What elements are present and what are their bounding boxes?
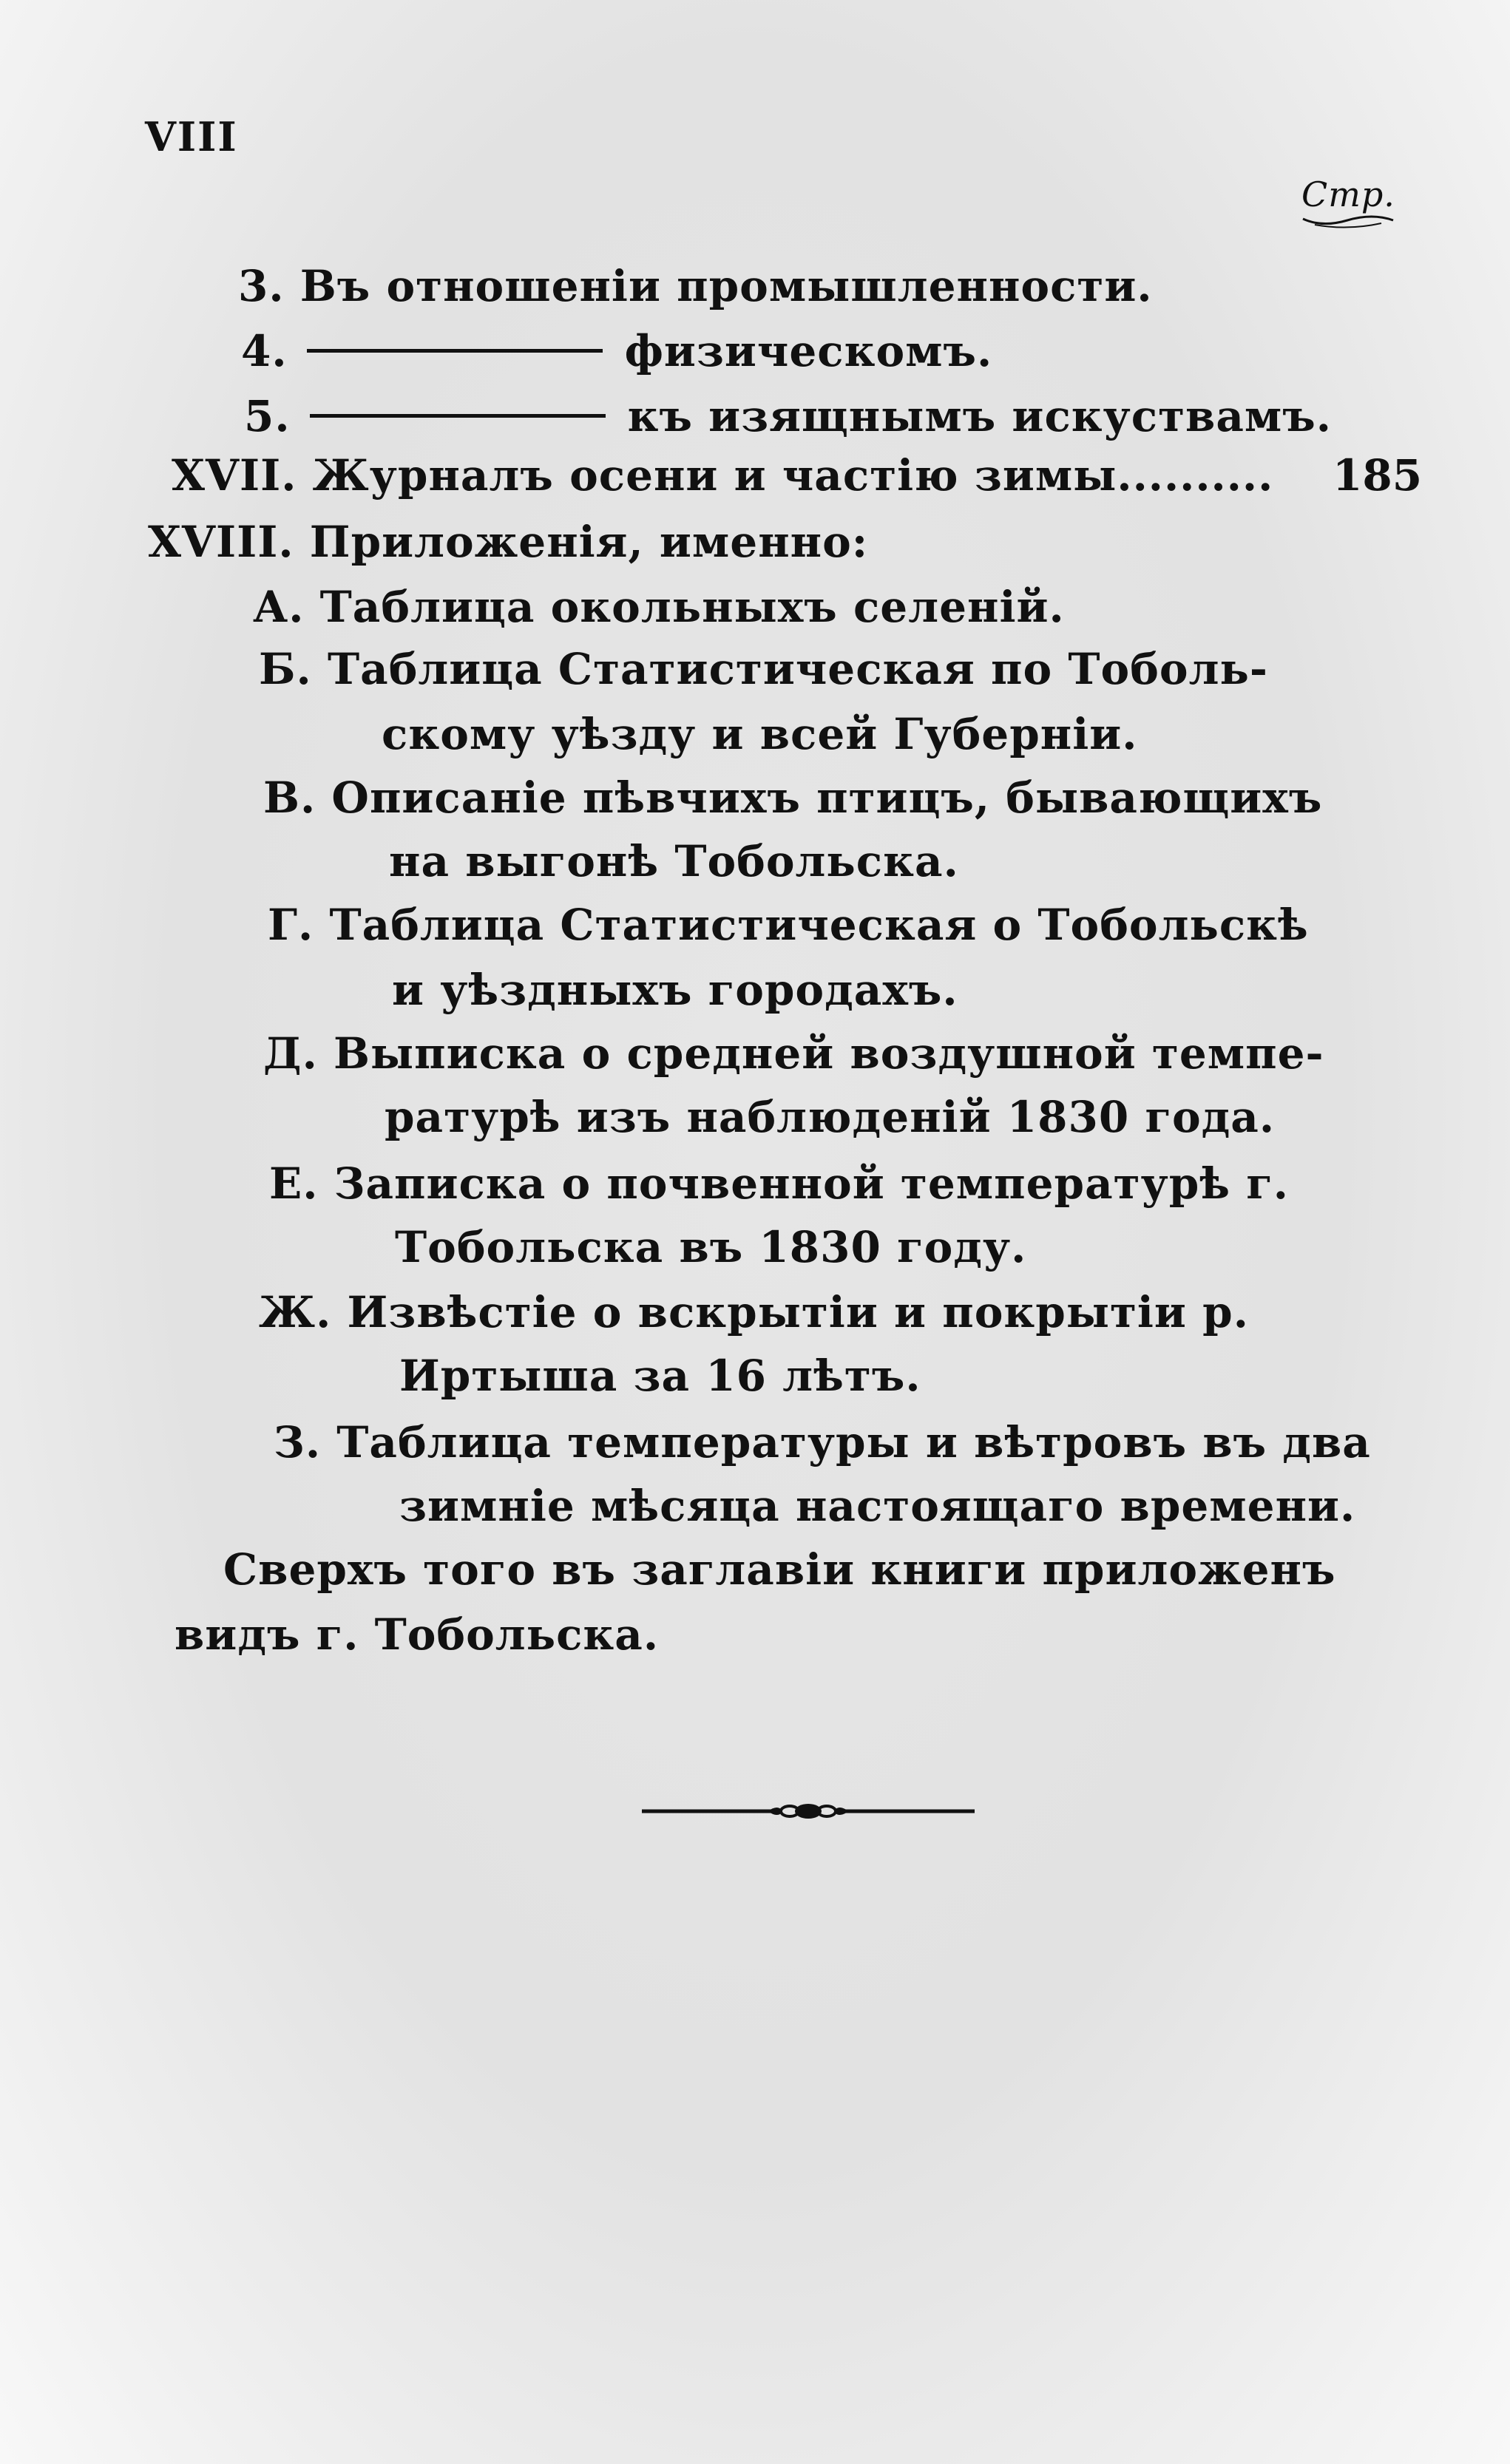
appendix-continuation: скому уѣзду и всей Губерніи.: [382, 709, 1138, 759]
ditto-rule: [310, 414, 606, 418]
toc-entry-text: къ изящнымъ искуствамъ.: [627, 391, 1332, 441]
toc-entry-number: XVII.: [172, 450, 297, 500]
appendix-item-e: [269, 1158, 1289, 1209]
appendix-item-a: [253, 581, 1065, 633]
appendix-item-zh: [259, 1286, 1249, 1338]
appendix-letter: Г.: [268, 900, 314, 950]
toc-entry-5: [244, 390, 1332, 442]
appendix-letter: З.: [274, 1417, 322, 1467]
appendix-continuation: ратурѣ изъ наблюденій 1830 года.: [385, 1092, 1276, 1142]
appendix-text: Таблица температуры и вѣтровъ въ два: [336, 1417, 1371, 1467]
page-column-header: Стр.: [1301, 174, 1395, 214]
page-folio: VIII: [145, 113, 238, 160]
toc-entry-number: 5.: [244, 391, 291, 441]
appendix-letter: Б.: [259, 644, 312, 694]
appendix-text: Таблица Статистическая о Тобольскѣ: [329, 900, 1309, 950]
appendix-item-z: [274, 1416, 1371, 1468]
appendix-letter: В.: [263, 773, 316, 823]
toc-entry-text: физическомъ.: [624, 326, 993, 376]
closing-note-line2: видъ г. Тобольска.: [175, 1609, 660, 1660]
closing-note-line1: Сверхъ того въ заглавіи книги приложенъ: [223, 1544, 1336, 1595]
appendix-text: Выписка о средней воздушной темпе-: [333, 1028, 1324, 1079]
toc-entry-3: [238, 260, 1153, 312]
appendix-text: Таблица окольныхъ селеній.: [319, 582, 1065, 632]
appendix-text: Извѣстіе о вскрытіи и покрытіи р.: [347, 1287, 1249, 1337]
appendix-item-v: [263, 772, 1322, 824]
appendix-continuation: и уѣздныхъ городахъ.: [392, 965, 958, 1015]
appendix-text: Записка о почвенной температурѣ г.: [334, 1158, 1289, 1209]
appendix-text: Описаніе пѣвчихъ птицъ, бывающихъ: [331, 773, 1323, 823]
ditto-rule: [307, 349, 603, 353]
toc-entry-number: 3.: [238, 261, 285, 311]
appendix-letter: Д.: [263, 1028, 318, 1079]
appendix-letter: Е.: [269, 1158, 319, 1209]
underline-flourish-icon: [1300, 213, 1396, 231]
toc-entry-number: 4.: [241, 326, 288, 376]
appendix-continuation: Иртыша за 16 лѣтъ.: [399, 1351, 921, 1401]
toc-page-number: 185: [1333, 450, 1423, 500]
appendix-continuation: зимніе мѣсяца настоящаго времени.: [399, 1481, 1356, 1531]
appendix-text: Таблица Статистическая по Тоболь-: [327, 644, 1268, 694]
toc-entry-text: Въ отношеніи промышленности.: [299, 261, 1153, 311]
toc-entry-text: Приложенія, именно:: [309, 517, 869, 567]
appendix-continuation: Тобольска въ 1830 году.: [395, 1222, 1027, 1272]
appendix-letter: Ж.: [259, 1287, 332, 1337]
ornament-divider-icon: [642, 1796, 975, 1826]
toc-entry-xviii: [148, 516, 868, 568]
appendix-item-d: [263, 1028, 1324, 1079]
toc-entry-text: Журналъ осени и частію зимы..........: [312, 450, 1274, 500]
appendix-letter: А.: [253, 582, 305, 632]
appendix-continuation: на выгонѣ Тобольска.: [389, 836, 959, 886]
toc-entry-4: [241, 325, 992, 377]
appendix-item-g: [268, 899, 1309, 951]
toc-entry-xvii: [172, 449, 1273, 501]
toc-entry-number: XVIII.: [148, 517, 294, 567]
appendix-item-b: [259, 643, 1268, 695]
